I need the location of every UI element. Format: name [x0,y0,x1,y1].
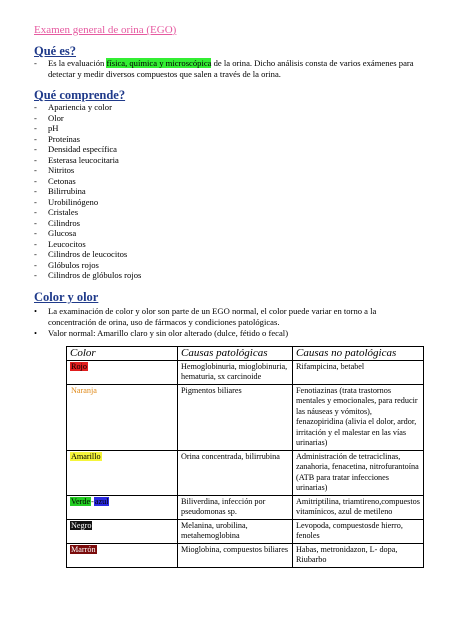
color-swatch-label: azul [94,496,109,506]
color-swatch-label: Naranja [71,385,97,395]
list-dash: - [34,196,37,207]
header-causas-patologicas: Causas patológicas [178,347,293,361]
header-causas-no-patologicas: Causas no patológicas [293,347,424,361]
list-dash: - [34,259,37,270]
cell-color: Verde-azul [67,495,178,519]
color-swatch-label: Rojo [71,361,87,371]
heading-que-es: Qué es? [34,44,77,58]
color-swatch-label: Negro [71,520,92,530]
table-row [67,450,424,495]
table-row [67,543,424,567]
list-dash: - [34,102,37,112]
table-row [67,519,424,543]
list-item [34,144,141,155]
list-item-text: Cristales [48,207,79,217]
list-dash: - [34,270,37,280]
cell-causas-patologicas: Pigmentos biliares [178,384,293,450]
cell-causas-no-patologicas: Rifampicina, betabel [293,360,424,384]
cell-causas-no-patologicas: Administración de tetraciclinas, zanahoria, fenacetina, nitrofurantoína (ATB para tratar infecciones urinarias) [293,450,424,495]
list-item [34,218,141,229]
list-dash: - [34,238,37,249]
list-dash: - [34,228,37,238]
list-item-text: Cetonas [48,175,76,186]
list-item-text: Urobilinógeno [48,196,99,207]
list-item [34,102,141,113]
cell-causas-no-patologicas: Habas, metronidazon, L- dopa, Riubarbo [293,543,424,567]
list-item [34,123,141,134]
cell-color [67,543,178,567]
list-dash: - [34,207,37,217]
list-item-text: Cilindros de glóbulos rojos [48,270,142,280]
cell-causas-patologicas: Hemoglobinuria, mioglobinuria, hematuria, sx carcinoide [178,360,293,384]
list-dash: - [34,217,37,228]
list-item [34,134,141,145]
heading-color-olor: Color y olor [34,290,99,304]
table-row [67,360,424,384]
list-item-text: pH [48,123,59,133]
list-item-text: Apariencia y color [48,102,112,112]
cell-color [67,519,178,543]
color-causes-table [66,346,424,568]
bullet-icon: • [34,328,38,338]
bullet-text: Valor normal: Amarillo claro y sin olor alterado (dulce, fétido o fecal) [48,328,289,338]
list-dash: - [34,249,37,259]
cell-color [67,360,178,384]
list-dash: - [34,123,37,133]
list-dash: - [34,186,37,196]
heading-que-comprende: Qué comprende? [34,88,126,102]
definition-text-start: Es la evaluación [48,58,107,68]
list-item [34,165,141,176]
bullet-item [34,306,424,328]
cell-color [67,450,178,495]
list-item-text: Bilirrubina [48,186,86,196]
list-item [34,228,141,239]
cell-causas-patologicas: Biliverdina, infección por pseudomonas sp. [178,495,293,519]
list-item-text: Nitritos [48,165,75,175]
cell-causas-no-patologicas: Amitriptilina, triamtireno,compuestos vitamínicos, azul de metileno [293,495,424,519]
definition-paragraph [34,58,424,80]
list-dash: - [34,58,37,68]
cell-causas-no-patologicas: Levopoda, compuestosde hierro, fenoles [293,519,424,543]
definition-highlight: física, química y microscópica [106,58,212,68]
cell-causas-patologicas: Orina concentrada, bilirrubina [178,450,293,495]
list-item-text: Esterasa leucocitaria [48,154,119,165]
list-item-text: Glucosa [48,228,77,238]
document-title: Examen general de orina (EGO) [34,24,177,36]
list-item [34,239,141,250]
definition-text [48,58,424,80]
table-row [67,495,424,519]
list-item [34,197,141,208]
list-dash: - [34,165,37,175]
color-swatch-label: Verde [71,496,91,506]
table-row [67,384,424,450]
table-header-row [67,347,424,361]
cell-causas-no-patologicas: Fenotiazinas (trata trastornos mentales y emocionales, para reducir las náuseas y vómitos), fenazopiridina (alivia el dolor, ardor, irritación y el malestar en las vías urinarias) [293,384,424,450]
list-dash: - [34,144,37,154]
color-bullets [34,306,424,339]
list-item [34,260,141,271]
list-item [34,249,141,260]
list-item [34,207,141,218]
list-item [34,186,141,197]
list-item-text: Leucocitos [48,238,86,249]
list-item-text: Cilindros de leucocitos [48,249,128,259]
color-swatch-label: Amarillo [71,451,101,461]
list-dash: - [34,133,37,144]
color-swatch-label: Marrón [71,544,96,554]
list-item-text: Olor [48,112,64,123]
list-item [34,155,141,166]
definition-text-end: de la orina. Dicho análisis consta de varios exámenes para detectar y medir diversos compuestos que salen a través de la orina. [48,58,414,79]
cell-causas-patologicas: Melanina, urobilina, metahemoglobina [178,519,293,543]
list-item-text: Cilindros [48,217,80,228]
bullet-text: La examinación de color y olor son parte de un EGO normal, el color puede variar en torno a la concentración de orina, uso de fármacos y condiciones patológicas. [48,306,377,327]
list-item [34,176,141,187]
cell-causas-patologicas: Mioglobina, compuestos biliares [178,543,293,567]
list-item-text: Densidad específica [48,144,117,154]
list-item [34,113,141,124]
bullet-icon: • [34,306,38,316]
bullet-item [34,328,424,339]
cell-color [67,384,178,450]
header-color: Color [67,347,178,361]
table-body [67,360,424,567]
list-dash: - [34,154,37,165]
list-item-text: Proteínas [48,133,80,144]
list-item [34,270,141,281]
list-dash: - [34,112,37,123]
components-list [34,102,141,281]
list-dash: - [34,175,37,186]
list-item-text: Glóbulos rojos [48,259,99,270]
